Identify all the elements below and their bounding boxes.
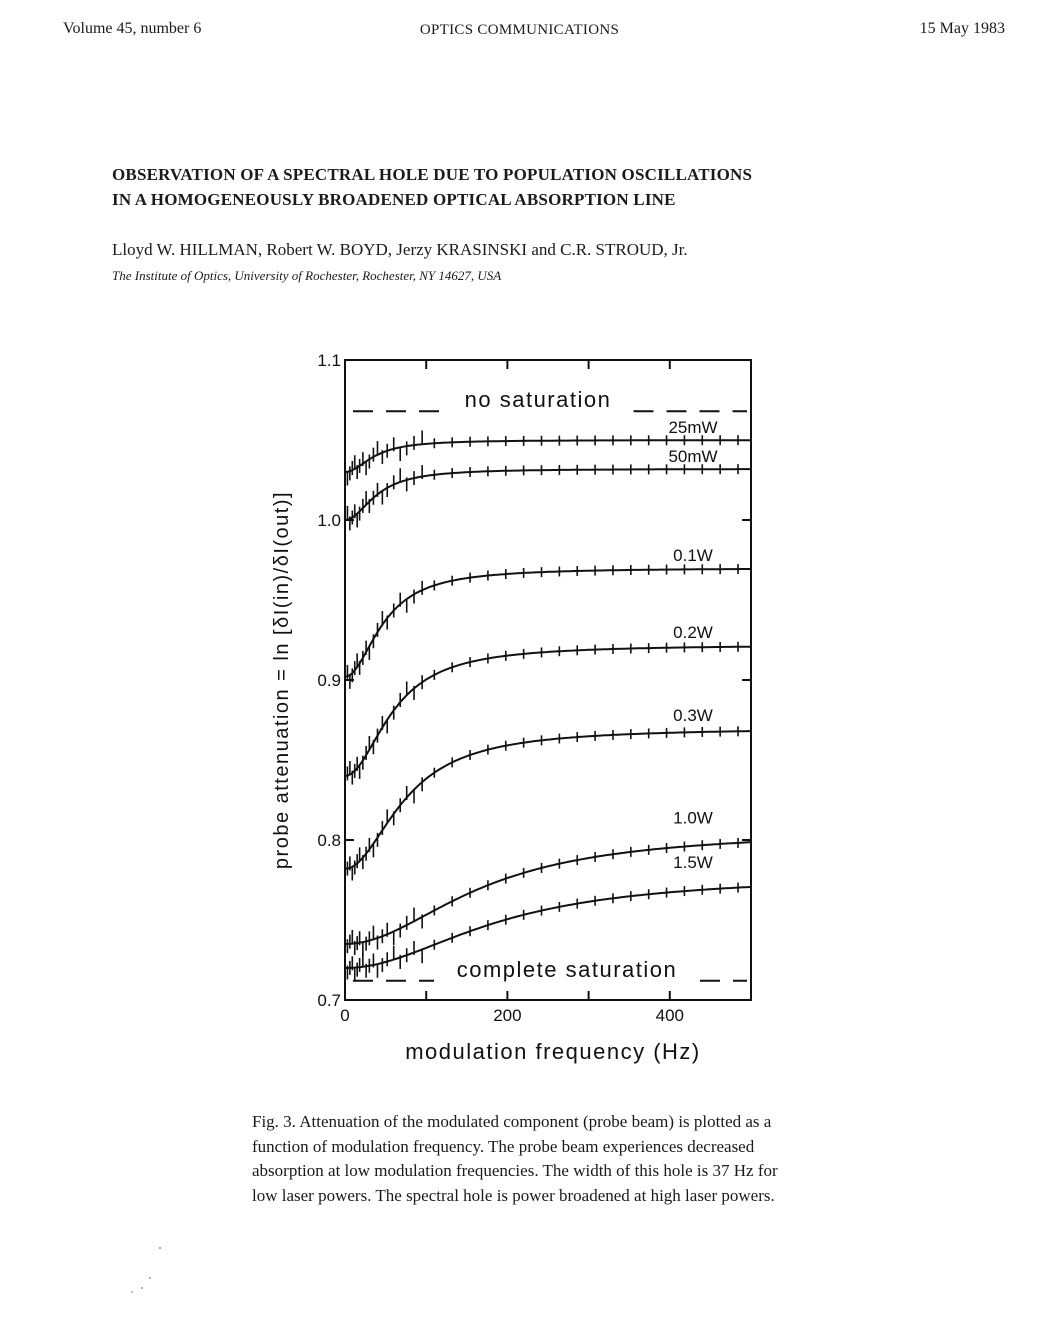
ref-line-label: no saturation: [464, 387, 612, 413]
y-tick-label: 0.8: [317, 831, 341, 850]
x-tick-label: 200: [493, 1006, 522, 1025]
series-label: 0.3W: [673, 706, 713, 725]
series-label: 1.0W: [673, 808, 713, 828]
header-volume: Volume 45, number 6: [63, 20, 202, 37]
scan-specks: [120, 1240, 180, 1300]
y-tick-label: 0.9: [317, 671, 341, 690]
y-axis-label: probe attenuation = ln [δI(in)/δI(out)]: [271, 490, 293, 870]
series-curve: [345, 469, 751, 520]
article-title-line-2: IN A HOMOGENEOUSLY BROADENED OPTICAL ABSORPTION LINE: [112, 190, 676, 209]
article-authors: Lloyd W. HILLMAN, Robert W. BOYD, Jerzy KRASINSKI and C.R. STROUD, Jr.: [112, 240, 688, 259]
y-tick-label: 1.0: [317, 511, 341, 530]
header-date: 15 May 1983: [919, 20, 1005, 37]
series-curve: [345, 731, 751, 869]
article-affiliation: The Institute of Optics, University of Rochester, Rochester, NY 14627, USA: [112, 268, 502, 283]
x-tick-label: 400: [655, 1006, 684, 1025]
series-label: 0.2W: [673, 622, 713, 642]
figure-caption: [252, 1110, 792, 1208]
y-tick-label: 1.1: [317, 351, 341, 370]
tick-labels: [317, 351, 684, 1025]
series-label: 50mW: [668, 446, 718, 466]
y-tick-label: 0.7: [317, 991, 341, 1010]
header-journal: OPTICS COMMUNICATIONS: [419, 22, 620, 38]
ref-line-label: complete saturation: [456, 956, 678, 982]
series-label: 25mW: [668, 418, 718, 437]
article-title-line-1: OBSERVATION OF A SPECTRAL HOLE DUE TO POPULATION OSCILLATIONS: [112, 165, 753, 184]
caption-text: Fig. 3. Attenuation of the modulated component (probe beam) is plotted as a function of modulation frequency. The probe beam experiences decreased absorption at low modulation frequencies. The width of this hole is 37 Hz for low laser powers. The spectral hole is power broadened at high laser powers.: [252, 1112, 778, 1205]
series-label: 0.1W: [673, 546, 713, 565]
series-labels: [668, 418, 717, 872]
x-tick-label: 0: [340, 1006, 350, 1025]
reference-lines: [353, 387, 747, 982]
series-label: 1.5W: [673, 853, 713, 873]
x-axis-label: modulation frequency (Hz): [405, 1039, 701, 1064]
